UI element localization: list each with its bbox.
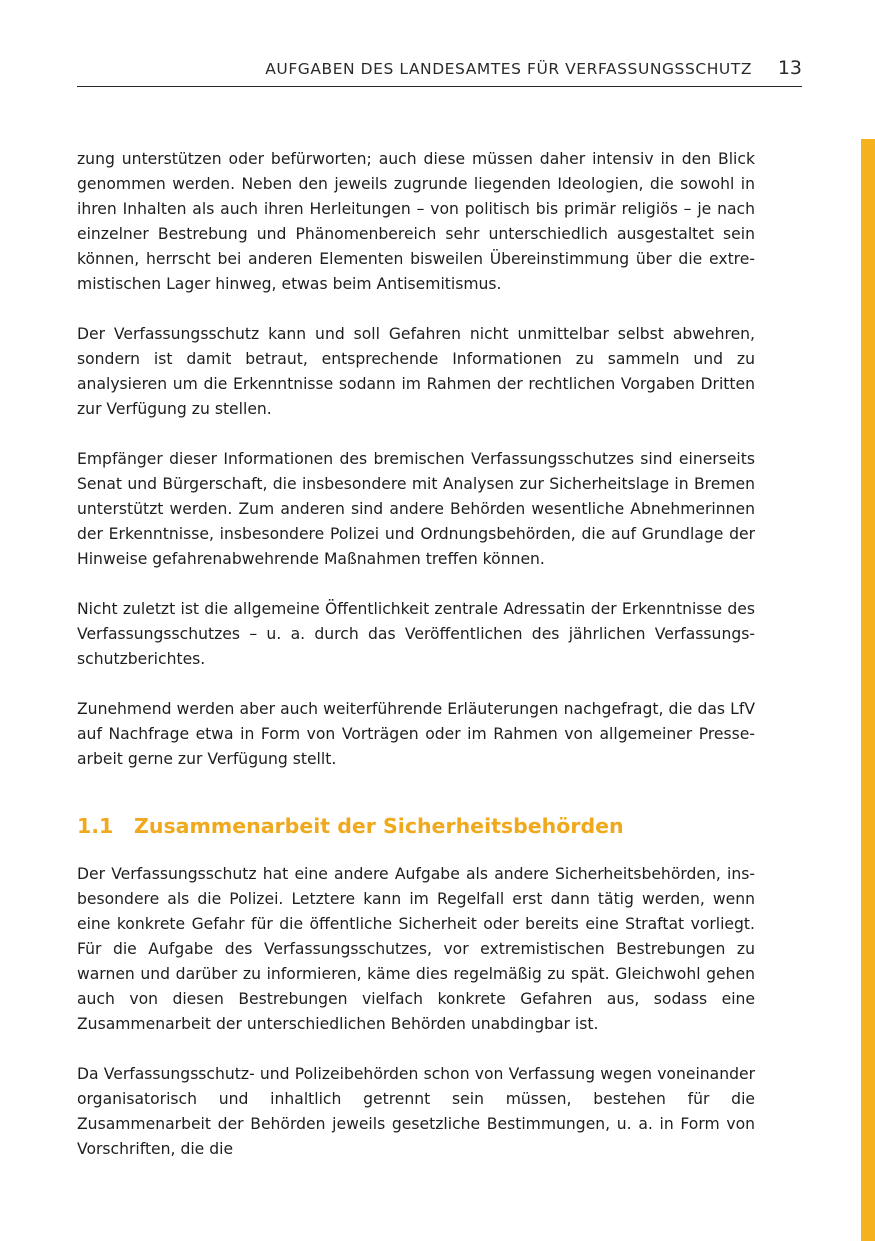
section-number: 1.1: [77, 814, 114, 838]
running-header: [77, 56, 802, 87]
section-title: Zusammenarbeit der Sicherheitsbehörden: [134, 814, 624, 838]
page-number: 13: [777, 57, 802, 79]
body-paragraph: Der Verfassungsschutz kann und soll Gefahren nicht unmittelbar selbst abwehren, sondern ist damit betraut, entsprechende Informationen zu sammeln und zu analysieren um die Erkenntnisse sodann im Rahmen der rechtlichen Vorgaben Dritten zur Verfügung zu stellen.: [77, 325, 755, 418]
body-paragraph: Empfänger dieser Informationen des bremischen Verfassungsschutzes sind einerseits Senat und Bürgerschaft, die insbesondere mit Analysen zur Sicherheitslage in Bremen unterstützt werden. Zum anderen sind andere Behörden wesentliche Abnehmerinnen der Erkenntnisse, insbesondere Polizei und Ordnungsbehörden, die auf Grundlage der Hinweise gefahrenabwehrende Maßnahmen treffen können.: [77, 450, 755, 568]
body-paragraph: Da Verfassungsschutz- und Polizeibehörden schon von Verfassung wegen voneinander organisatorisch und inhaltlich getrennt sein müssen, bestehen für die Zusammenarbeit der Behörden jeweils gesetzliche Bestimmungen, u. a. in Form von Vorschriften, die die: [77, 1065, 755, 1158]
body-paragraph: Zunehmend werden aber auch weiterführende Erläuterungen nachgefragt, die das LfV auf Nachfrage etwa in Form von Vorträgen oder im Rahmen von allgemeiner Pressearbeit gerne zur Verfügung stellt.: [77, 700, 755, 768]
section-heading: [77, 812, 755, 840]
page-body: [77, 147, 755, 1187]
accent-side-bar: [861, 139, 875, 1241]
body-paragraph: zung unterstützen oder befürworten; auch diese müssen daher intensiv in den Blick genommen werden. Neben den jeweils zugrunde liegenden Ideologien, die sowohl in ihren Inhalten als auch ihren Herleitungen – von politisch bis primär religiös – je nach einzelner Bestrebung und Phänomenbereich sehr unterschiedlich ausgestaltet sein können, herrscht bei anderen Elementen bisweilen Übereinstimmung über die extremistischen Lager hinweg, etwas beim Antisemitismus.: [77, 150, 755, 293]
body-paragraph: Nicht zuletzt ist die allgemeine Öffentlichkeit zentrale Adressatin der Erkenntnisse des Verfassungsschutzes – u. a. durch das Veröffentlichen des jährlichen Verfassungsschutzberichtes.: [77, 600, 755, 668]
body-paragraph: Der Verfassungsschutz hat eine andere Aufgabe als andere Sicherheitsbehörden, insbesondere als die Polizei. Letztere kann im Regelfall erst dann tätig werden, wenn eine konkrete Gefahr für die öffentliche Sicherheit oder bereits eine Straftat vorliegt. Für die Aufgabe des Verfassungsschutzes, vor extremistischen Bestrebungen zu warnen und darüber zu informieren, käme dies regelmäßig zu spät. Gleichwohl gehen auch von diesen Bestrebungen vielfach konkrete Gefahren aus, sodass eine Zusammenarbeit der unterschiedlichen Behörden unabdingbar ist.: [77, 865, 755, 1033]
running-header-title: AUFGABEN DES LANDESAMTES FÜR VERFASSUNGSSCHUTZ: [265, 60, 752, 78]
